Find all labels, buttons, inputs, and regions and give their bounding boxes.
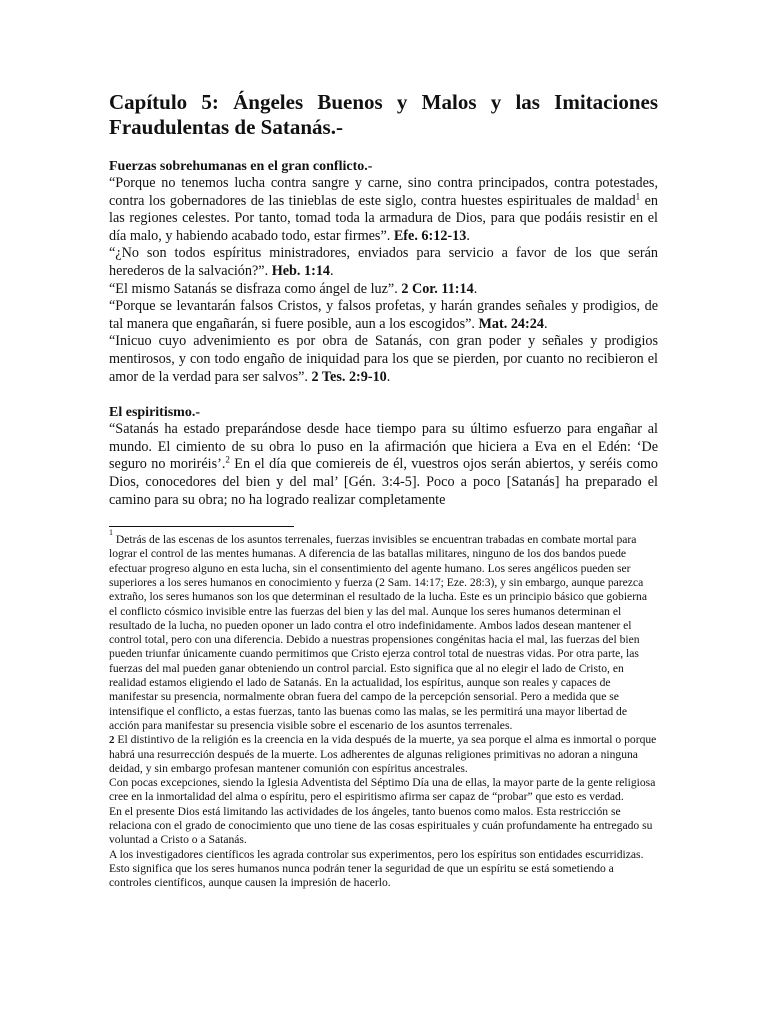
punctuation: . (330, 262, 334, 279)
chapter-title: Capítulo 5: Ángeles Buenos y Malos y las Imitaciones Fraudulentas de Satanás.- (109, 90, 658, 139)
verse-text: “Inicuo cuyo advenimiento es por obra de Satanás, con gran poder y señales y prodigios mentirosos, y con todo engaño de iniquidad para los que se pierden, por cuanto no recibieron el amor de la verdad para ser salvos”. (109, 333, 658, 385)
verse-efesios (109, 175, 658, 245)
quote-text: En el día que comiereis de él, vuestros ojos serán abiertos, y seréis como Dios, conocedores del bien y del mal’ [Gén. 3:4-5]. Poco a poco [Satanás] ha preparado el camino para su obra; no ha logrado realizar completamente (109, 456, 658, 508)
verse-reference: 2 Tes. 2:9-10 (311, 368, 387, 385)
footnote-number: 2 (109, 734, 115, 747)
verse-hebreos (109, 245, 658, 280)
punctuation: . (386, 368, 391, 385)
footnote-2-paragraph: Con pocas excepciones, siendo la Iglesia Adventista del Séptimo Día una de ellas, la mayor parte de la gente religiosa cree en la inmortalidad del alma o espíritu, pero el espiritismo afirma ser capaz de “probar” que esto es verdad. (109, 776, 656, 804)
footnote-number: 1 (109, 528, 113, 538)
verse-text: en las regiones celestes. Por tanto, tomad toda la armadura de Dios, para que podáis resistir en el día malo, y habiendo acabado todo, estar firmes”. (109, 192, 658, 244)
verse-reference: Efe. 6:12-13 (393, 227, 467, 244)
verse-text: “Porque se levantarán falsos Cristos, y falsos profetas, y harán grandes señales y prodigios, de tal manera que engañarán, si fuere posible, aun a los escogidos”. (109, 298, 658, 332)
footnote-text: Detrás de las escenas de los asuntos terrenales, fuerzas invisibles se encuentran trabadas en combate mortal para lograr el control de las mentes humanas. A diferencia de las batallas militares, ninguno de los dos bandos puede efectuar progreso alguno en esta lucha, sin el consentimiento del agente humano. Los seres angélicos pueden ser superiores a los seres humanos en conocimiento y fuerza (2 Sam. 14:17; Eze. 28:3), y sin embargo, aunque parezca extraño, los seres humanos son los que determinan el resultado de la lucha. Este es un principio básico que gobierna el conflicto cósmico invisible entre las fuerzas del bien y las del mal. Aunque los seres humanos determinan el resultado de la lucha, no pueden oponer un lado contra el otro indefinidamente. Ambos lados desean mantener el control total, pero con una diferencia. Debido a nuestras propensiones congénitas hacia el mal, las fuerzas del bien pueden triunfar únicamente cuando permitimos que Cristo ejerza control total de nuestras vidas. Por otra parte, las fuerzas del mal pueden ganar obteniendo un control parcial. Esto significa que al no elegir el lado de Cristo, en realidad estamos eligiendo el lado de Satanás. En la actualidad, los espíritus, aunque son reales y capaces de manifestar su presencia, normalmente obran fuera del campo de la percepción sensorial. Pero a medida que se intensifique el conflicto, a estas fuerzas, tanto las buenas como las malas, se les permitirá una mayor libertad de acción para manifestar su presencia visible sobre el escenario de los asuntos terrenales. (109, 533, 647, 732)
verse-reference: Heb. 1:14 (271, 262, 331, 279)
footnotes (109, 528, 658, 890)
section-heading-fuerzas: Fuerzas sobrehumanas en el gran conflicto.- (109, 159, 373, 174)
verse-corintios (109, 281, 658, 299)
punctuation: . (543, 315, 548, 332)
footnote-1 (109, 528, 658, 733)
verse-reference: 2 Cor. 11:14 (401, 280, 474, 297)
verse-mateo (109, 298, 658, 333)
punctuation: . (473, 280, 478, 297)
quote-espiritismo (109, 421, 658, 509)
verse-text: “¿No son todos espíritus ministradores, enviados para servicio a favor de los que serán herederos de la salvación?”. (109, 245, 658, 279)
verse-tesalonicenses (109, 333, 658, 386)
footnote-ref-2[interactable]: 2 (225, 454, 230, 465)
footnote-separator (109, 526, 294, 527)
document-page (109, 90, 658, 891)
footnote-2-paragraph: A los investigadores científicos les agrada controlar sus experimentos, pero los espíritus son entidades escurridizas. Esto significa que los seres humanos nunca podrán tener la seguridad de que un espíritu se está sometiendo a controles científicos, aunque causen la impresión de hacerlo. (109, 847, 644, 890)
punctuation: . (466, 227, 470, 244)
verse-text: “El mismo Satanás se disfraza como ángel de luz”. (109, 280, 402, 297)
footnote-2-paragraph: En el presente Dios está limitando las actividades de los ángeles, tanto buenos como malos. Esta restricción se relaciona con el grado de conocimiento que uno tiene de las cosas espirituales y cuán profundamente ha entregado su voluntad a Cristo o a Satanás. (109, 804, 653, 847)
footnote-2 (109, 733, 658, 776)
verse-reference: Mat. 24:24 (478, 315, 544, 332)
verse-text: “Porque no tenemos lucha contra sangre y carne, sino contra principados, contra potestades, contra los gobernadores de las tinieblas de este siglo, contra huestes espirituales de maldad (109, 175, 658, 209)
footnote-text: El distintivo de la religión es la creencia en la vida después de la muerte, ya sea porque el alma es inmortal o porque habrá una resurrección después de la muerte. Los adherentes de algunas religiones primitivas no adoran a ninguna deidad, y sin embargo profesan mantener comunión con espíritus ancestrales. (109, 733, 657, 775)
quote-text: “Satanás ha estado preparándose desde hace tiempo para su último esfuerzo para engañar al mundo. El cimiento de su obra lo puso en la afirmación que hiciera a Eva en el Edén: ‘De seguro no moriréis’. (109, 421, 658, 473)
section-heading-espiritismo: El espiritismo.- (109, 405, 200, 421)
footnote-ref-1[interactable]: 1 (635, 190, 641, 201)
